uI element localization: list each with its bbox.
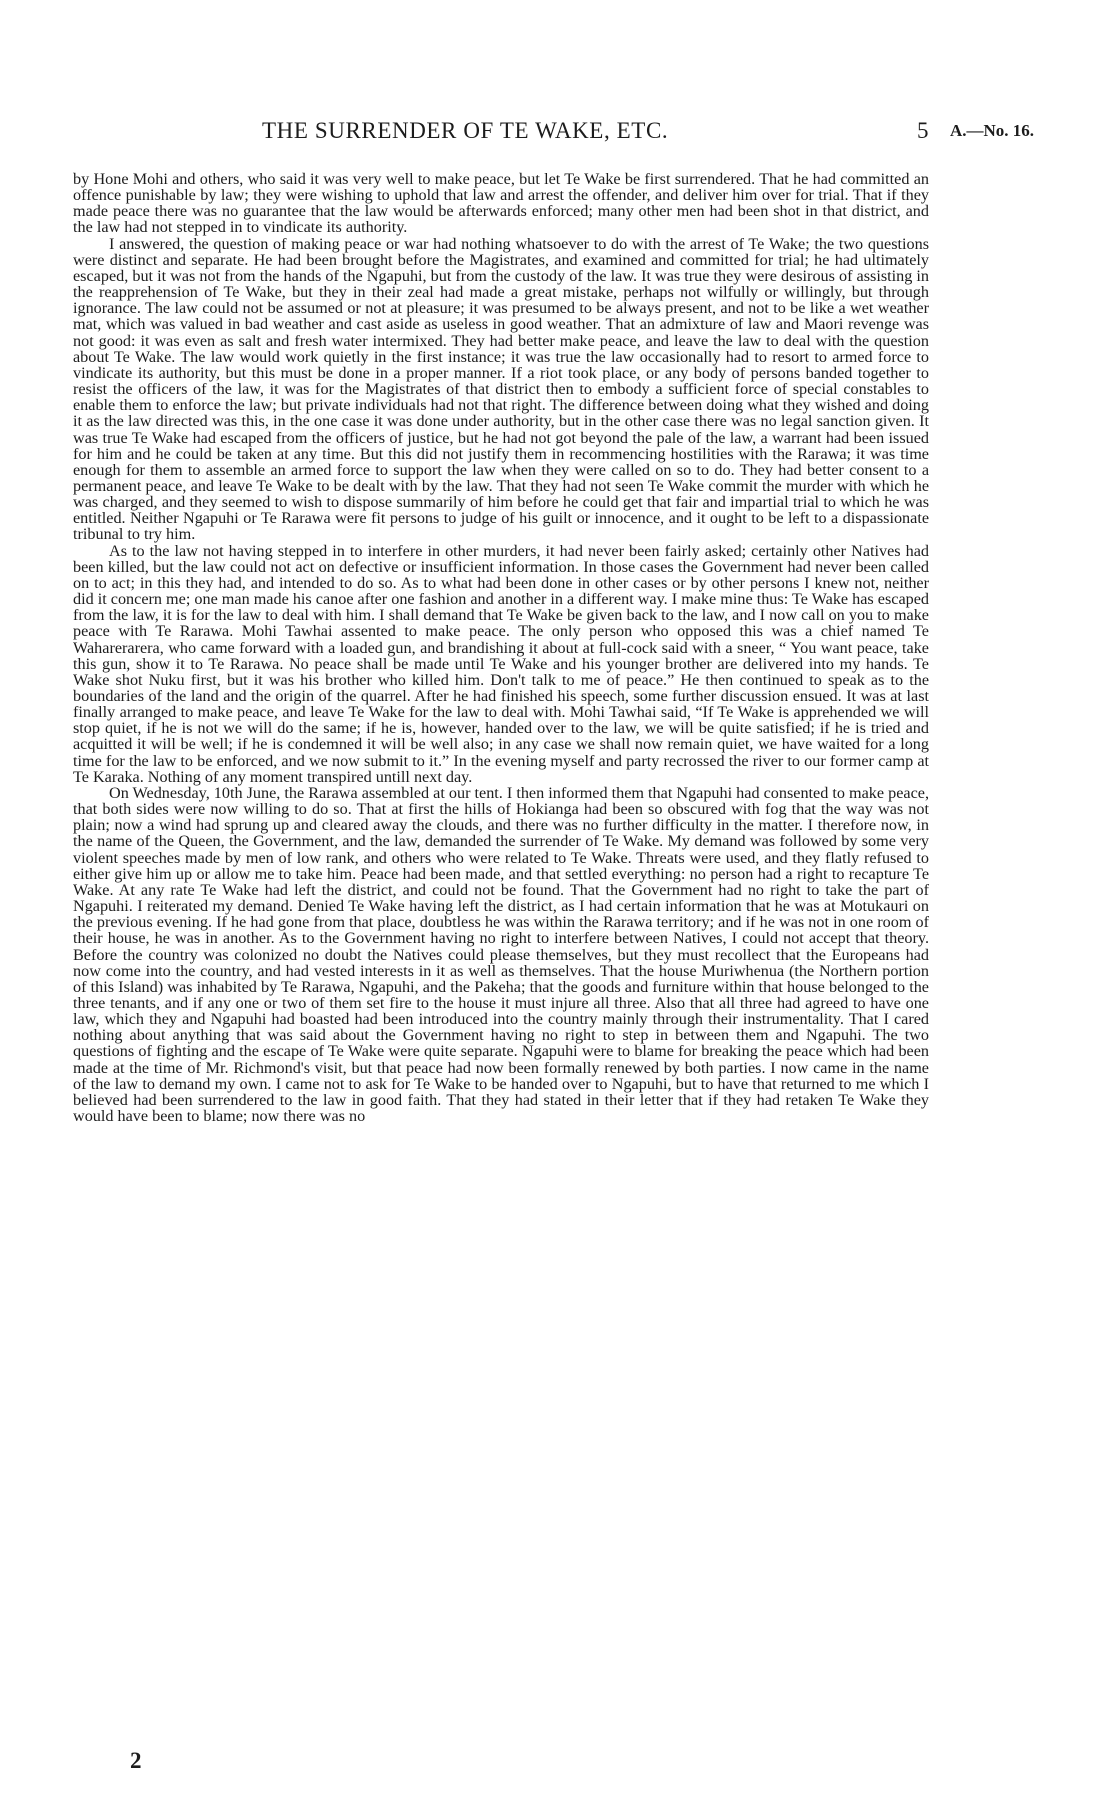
paragraph: On Wednesday, 10th June, the Rarawa assembled at our tent. I then informed them that Ngapuhi had consented to make peace, that both sides were now willing to do so. That at first the hills of Hokianga had been so obscured with fog that the way was not plain; now a wind had sprung up and cleared away the clouds, and there was no further difficulty in the matter. I therefore now, in the name of the Queen, the Government, and the law, demanded the surrender of Te Wake. My demand was followed by some very violent speeches made by men of low rank, and others who were related to Te Wake. Threats were used, and they flatly refused to either give him up or allow me to take him. Peace had been made, and that settled everything: no person had a right to recapture Te Wake. At any rate Te Wake had left the district, and could not be found. That the Government had no right to take the part of Ngapuhi. I reiterated my demand. Denied Te Wake having left the district, as I had certain information that he was at Motukauri on the previous evening. If he had gone from that place, doubtless he was within the Rarawa territory; and if he was not in one room of their house, he was in another. As to the Government having no right to interfere between Natives, I could not accept that theory. Before the country was colonized no doubt the Natives could please themselves, but they must recollect that the Europeans had now come into the country, and had vested interests in it as well as themselves. That the house Muriwhenua (the Northern portion of this Island) was inhabited by Te Rarawa, Ngapuhi, and the Pakeha; that the goods and furniture within that house belonged to the three tenants, and if any one or two of them set fire to the house it must injure all three. Also that all three had agreed to have one law, which they and Ngapuhi had boasted had been introduced into the country mainly through their instrumentality. That I cared nothing about anything that was said about the Government having no right to step in between them and Ngapuhi. The two questions of fighting and the escape of Te Wake were quite separate. Ngapuhi were to blame for breaking the peace which had been made at the time of Mr. Richmond's visit, but that peace had now been formally renewed by both parties. I now came in the name of the law to demand my own. I came not to ask for Te Wake to be handed over to Ngapuhi, but to have that returned to me which I believed had been surrendered to the law in good faith. That they had stated in their letter that if they had retaken Te Wake they would have been to blame; now there was no (73, 783, 929, 1126)
paragraph: As to the law not having stepped in to interfere in other murders, it had never been fairly asked; certainly other Natives had been killed, but the law could not act on defective or insufficient information. In those cases the Government had never been called on to act; in this they had, and intended to do so. As to what had been done in other cases or by other persons I knew not, neither did it concern me; one man made his canoe after one fashion and another in a different way. I make mine thus: Te Wake has escaped from the law, it is for the law to deal with him. I shall demand that Te Wake be given back to the law, and I now call on you to make peace with Te Rarawa. Mohi Tawhai assented to make peace. The only person who opposed this was a chief named Te Waharerarera, who came forward with a loaded gun, and brandishing it about at full-cock said with a sneer, “ You want peace, take this gun, show it to Te Rarawa. No peace shall be made until Te Wake and his younger brother are delivered into my hands. Te Wake shot Nuku first, but it was his brother who killed him. Don't talk to me of peace.” He then continued to speak as to the boundaries of the land and the origin of the quarrel. After he had finished his speech, some further discussion ensued. It was at last finally arranged to make peace, and leave Te Wake for the law to deal with. Mohi Tawhai said, “If Te Wake is apprehended we will stop quiet, if he is not we will do the same; if he is, however, handed over to the law, we will be quite satisfied; if he is tried and acquitted it will be well; if he is condemned it will be well also; in any case we shall now remain quiet, we have waited for a long time for the law to be enforced, and we now submit to it.” In the evening myself and party recrossed the river to our former camp at Te Karaka. Nothing of any moment transpired untill next day. (73, 541, 929, 786)
running-title: THE SURRENDER OF TE WAKE, ETC. (262, 118, 669, 143)
paper-reference: A.—No. 16. (950, 121, 1035, 140)
body-text (73, 171, 929, 1124)
page-header (0, 118, 1114, 148)
paragraph: I answered, the question of making peace or war had nothing whatsoever to do with the arrest of Te Wake; the two questions were distinct and separate. He had been brought before the Magistrates, and examined and committed for trial; he had ultimately escaped, but it was not from the hands of the Ngapuhi, but from the custody of the law. It was true they were desirous of assisting in the reapprehension of Te Wake, but they in their zeal had made a great mistake, perhaps not wilfully or willingly, but through ignorance. The law could not be assumed or not at pleasure; it was presumed to be always present, and not to be like a wet weather mat, which was valued in bad weather and cast aside as useless in good weather. That an admixture of law and Maori revenge was not good: it was even as salt and fresh water intermixed. They had better make peace, and leave the law to deal with the question about Te Wake. The law would work quietly in the first instance; it was true the law occasionally had to resort to armed force to vindicate its authority, but this must be done in a proper manner. If a riot took place, or any body of persons banded together to resist the officers of the law, it was for the Magistrates of that district then to embody a sufficient force of special constables to enable them to enforce the law; but private individuals had not that right. The difference between doing what they wished and doing it as the law directed was this, in the one case it was done under authority, but in the other case there was no legal sanction given. It was true Te Wake had escaped from the officers of justice, but he had not got beyond the pale of the law, a warrant had been issued for him and he could be taken at any time. But this did not justify them in recommencing hostilities with the Rarawa; it was time enough for them to assemble an armed force to support the law when they were called on so to do. They had better consent to a permanent peace, and leave Te Wake to be dealt with by the law. That they had not seen Te Wake commit the murder with which he was charged, and they seemed to wish to dispose summarily of him before he could get that fair and impartial trial to which he was entitled. Neither Ngapuhi or Te Rarawa were fit persons to judge of his guilt or innocence, and it ought to be left to a dispassionate tribunal to try him. (73, 234, 929, 544)
page-number: 5 (917, 118, 929, 143)
printer-signature-mark: 2 (130, 1748, 142, 1773)
paragraph-continuation: by Hone Mohi and others, who said it was very well to make peace, but let Te Wake be first surrendered. That he had committed an offence punishable by law; they were wishing to uphold that law and arrest the offender, and deliver him over for trial. That if they made peace there was no guarantee that the law would be afterwards enforced; many other men had been shot in that district, and the law had not stepped in to vindicate its authority. (73, 170, 929, 237)
